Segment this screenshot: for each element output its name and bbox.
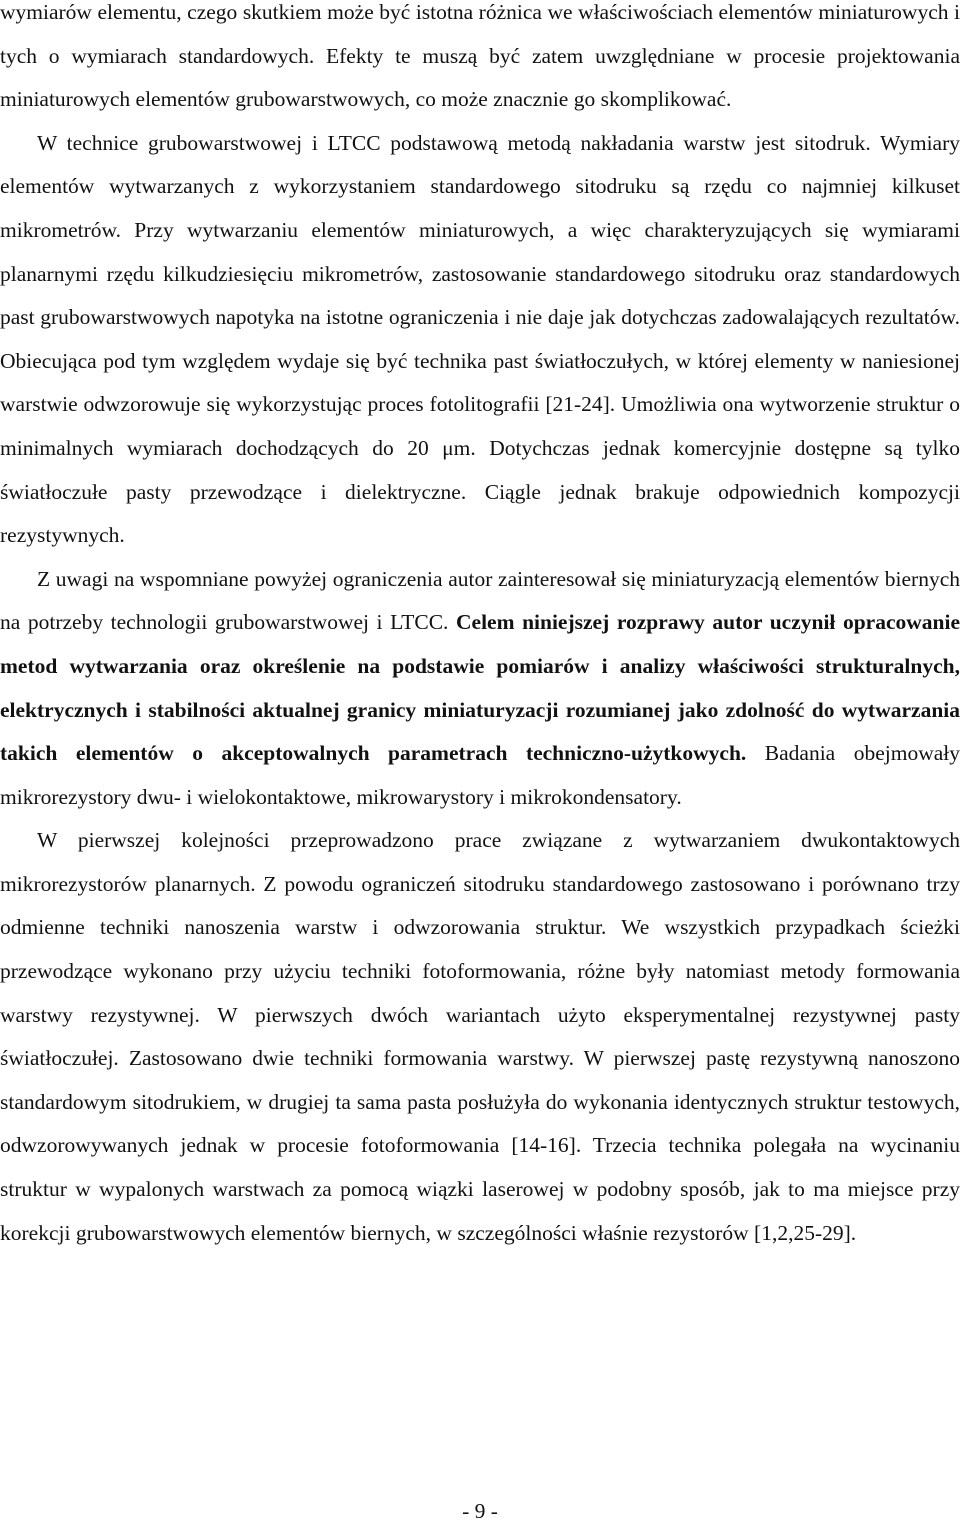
paragraph-1 bbox=[0, 0, 960, 122]
paragraph-3-text-intro: Z uwagi na wspomniane powyżej ograniczenia autor zainteresował się miniaturyzacją elementów biernych na potrzeby technologii grubowarstwowej i LTCC. bbox=[0, 566, 960, 635]
paragraph-4 bbox=[0, 819, 960, 1255]
paragraph-1-text: wymiarów elementu, czego skutkiem może być istotna różnica we właściwościach elementów miniaturowych i tych o wymiarach standardowych. Efekty te muszą być zatem uwzględniane w procesie projektowania miniaturowych elementów grubowarstwowych, co może znacznie go skomplikować. bbox=[0, 0, 960, 112]
paragraph-2 bbox=[0, 122, 960, 558]
paragraph-3-text-outro: Badania obejmowały mikrorezystory dwu- i wielokontaktowe, mikrowarystory i mikrokondensatory. bbox=[0, 741, 960, 809]
paragraph-3-text-thesis-goal: Celem niniejszej rozprawy autor uczynił opracowanie metod wytwarzania oraz określenie na podstawie pomiarów i analizy właściwości strukturalnych, elektrycznych i stabilności aktualnej granicy miniaturyzacji rozumianej jako zdolność do wytwarzania takich elementów o akceptowalnych parametrach techniczno-użytkowych. bbox=[0, 610, 960, 766]
paragraph-2-text: W technice grubowarstwowej i LTCC podstawową metodą nakładania warstw jest sitodruk. Wymiary elementów wytwarzanych z wykorzystaniem standardowego sitodruku są rzędu co najmniej kilkuset mikrometrów. Przy wytwarzaniu elementów miniaturowych, a więc charakteryzujących się wymiarami planarnymi rzędu kilkudziesięciu mikrometrów, zastosowanie standardowego sitodruku oraz standardowych past grubowarstwowych napotyka na istotne ograniczenia i nie daje jak dotychczas zadowalających rezultatów. Obiecująca pod tym względem wydaje się być technika past światłoczułych, w której elementy w naniesionej warstwie odwzorowuje się wykorzystując proces fotolitografii [21-24]. Umożliwia ona wytworzenie struktur o minimalnych wymiarach dochodzących do 20 μm. Dotychczas jednak komercyjnie dostępne są tylko światłoczułe pasty przewodzące i dielektryczne. Ciągle jednak brakuje odpowiednich kompozycji rezystywnych. bbox=[0, 130, 960, 548]
page-number: - 9 - bbox=[462, 1499, 498, 1523]
paragraph-3 bbox=[0, 558, 960, 820]
paragraph-4-text: W pierwszej kolejności przeprowadzono prace związane z wytwarzaniem dwukontaktowych mikrorezystorów planarnych. Z powodu ograniczeń sitodruku standardowego zastosowano i porównano trzy odmienne techniki nanoszenia warstw i odwzorowania struktur. We wszystkich przypadkach ścieżki przewodzące wykonano przy użyciu techniki fotoformowania, różne były natomiast metody formowania warstwy rezystywnej. W pierwszych dwóch wariantach użyto eksperymentalnej rezystywnej pasty światłoczułej. Zastosowano dwie techniki formowania warstwy. W pierwszej pastę rezystywną nanoszono standardowym sitodrukiem, w drugiej ta sama pasta posłużyła do wykonania identycznych struktur testowych, odwzorowywanych jednak w procesie fotoformowania [14-16]. Trzecia technika polegała na wycinaniu struktur w wypalonych warstwach za pomocą wiązki laserowej w podobny sposób, jak to ma miejsce przy korekcji grubowarstwowych elementów biernych, w szczególności właśnie rezystorów [1,2,25-29]. bbox=[0, 828, 960, 1245]
